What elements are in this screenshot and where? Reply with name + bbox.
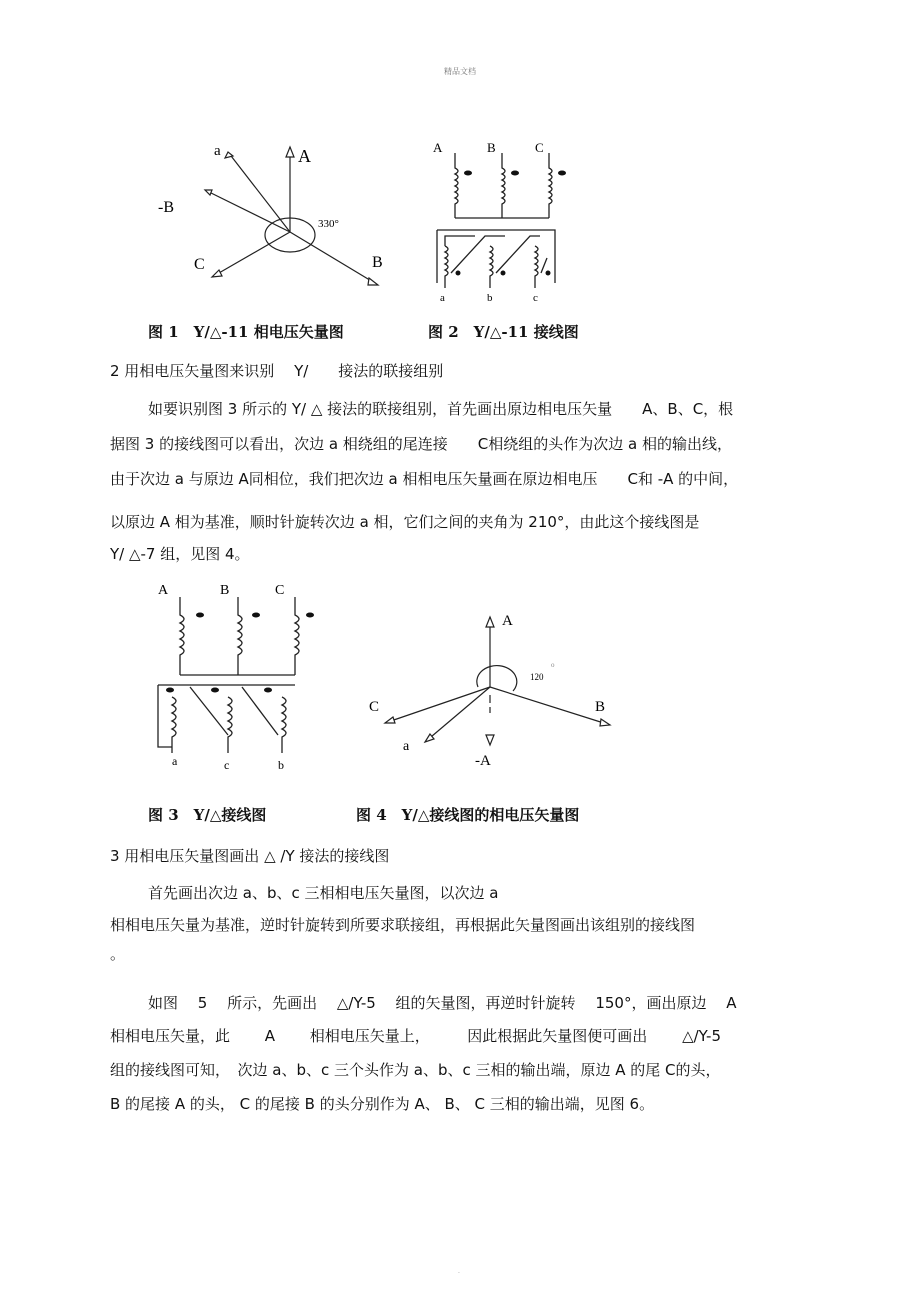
label-angle: 120 — [530, 672, 544, 682]
vector-B — [290, 232, 378, 285]
arrow-A-icon — [486, 617, 494, 627]
section-3-line-4: 如图 5 所示，先画出 △/Y-5 组的矢量图，再逆时针旋转 150°，画出原边 A — [148, 994, 737, 1012]
figure-3-wiring-diagram — [150, 575, 320, 775]
label-bottom-3: c — [533, 292, 538, 304]
arrow-C-icon — [212, 270, 222, 277]
label-negA: -A — [475, 753, 491, 769]
caption-fig4: 图 4 Y/△接线图的相电压矢量图 — [356, 806, 580, 824]
label-bottom-3: b — [278, 758, 284, 772]
label-degree: o — [551, 661, 555, 669]
primary-windings — [437, 153, 555, 288]
label-top-1: A — [158, 583, 169, 598]
section-2-line-1: 如要识别图 3 所示的 Y/ △ 接法的联接组别，首先画出原边相电压矢量 A、B、C，根 — [148, 400, 734, 418]
label-B: B — [372, 254, 383, 271]
vector-C — [385, 687, 490, 723]
label-bottom-1: a — [172, 754, 178, 768]
vector-a — [228, 152, 290, 232]
label-A: A — [502, 613, 513, 629]
label-a: a — [214, 143, 221, 159]
angle-arc — [477, 666, 517, 691]
label-negB: -B — [158, 199, 174, 216]
polarity-dot-C — [306, 613, 314, 618]
polarity-dot-C — [558, 171, 566, 176]
label-top-3: C — [535, 140, 544, 155]
label-B: B — [595, 699, 606, 715]
section-2-line-4: 以原边 A 相为基准，顺时针旋转次边 a 相，它们之间的夹角为 210°，由此这个接线图是 — [110, 513, 700, 531]
section-3-line-6: 组的接线图可知， 次边 a、b、c 三个头作为 a、b、c 三相的输出端，原边 A 的尾 C的头， — [110, 1061, 721, 1079]
polarity-dot-1 — [166, 688, 174, 693]
polarity-dot-2 — [211, 688, 219, 693]
figure-1-vector-diagram — [150, 135, 410, 305]
polarity-dot-A — [196, 613, 204, 618]
arrow-B-icon — [600, 719, 610, 726]
label-angle: 330° — [318, 218, 339, 230]
section-3-line-5: 相相电压矢量，此 A 相相电压矢量上， 因此根据此矢量图便可画出 △/Y-5 — [110, 1027, 721, 1045]
label-A: A — [298, 146, 311, 166]
polarity-dot-a — [456, 271, 461, 276]
footer-mark: . — [458, 1268, 460, 1275]
arrow-A-icon — [286, 147, 294, 157]
arrow-negB-icon — [205, 190, 212, 195]
page-header: 精品文档 — [444, 67, 476, 76]
section-3-heading: 3 用相电压矢量图画出 △ /Y 接法的接线图 — [110, 847, 390, 865]
polarity-dot-B — [511, 171, 519, 176]
polarity-dot-b — [501, 271, 506, 276]
label-bottom-2: c — [224, 758, 230, 772]
label-C: C — [369, 699, 380, 715]
section-3-line-7: B 的尾接 A 的头， C 的尾接 B 的头分别作为 A、 B、 C 三相的输出端，见图 6。 — [110, 1095, 655, 1113]
vector-B — [490, 687, 610, 725]
section-3-line-3: 。 — [110, 945, 126, 963]
label-top-2: B — [487, 140, 496, 155]
caption-fig2: 图 2 Y/△-11 接线图 — [428, 323, 579, 341]
polarity-dot-A — [464, 171, 472, 176]
section-2-line-2: 据图 3 的接线图可以看出，次边 a 相绕组的尾连接 C相绕组的头作为次边 a 相的输出线， — [110, 435, 733, 453]
polarity-dot-B — [252, 613, 260, 618]
polarity-dot-c — [546, 271, 551, 276]
label-top-3: C — [275, 583, 285, 598]
arrow-C-icon — [385, 717, 395, 723]
label-top-1: A — [433, 140, 443, 155]
section-2-line-3: 由于次边 a 与原边 A同相位，我们把次边 a 相相电压矢量画在原边相电压 C和 -A 的中间， — [110, 470, 739, 488]
vector-negB — [205, 190, 290, 232]
label-C: C — [194, 256, 205, 273]
figure-2-wiring-diagram — [425, 138, 590, 308]
label-top-2: B — [220, 583, 230, 598]
section-3-line-1: 首先画出次边 a、b、c 三相相电压矢量图，以次边 a — [148, 884, 499, 902]
label-bottom-2: b — [487, 292, 493, 304]
section-2-line-5: Y/ △-7 组，见图 4。 — [110, 545, 250, 563]
section-2-heading: 2 用相电压矢量图来识别 Y/ 接法的联接组别 — [110, 362, 444, 380]
arrow-B-icon — [368, 278, 378, 285]
vector-a — [425, 687, 490, 742]
section-3-line-2: 相相电压矢量为基准，逆时针旋转到所要求联接组，再根据此矢量图画出该组别的接线图 — [110, 916, 696, 934]
label-bottom-1: a — [440, 292, 445, 304]
arrow-negA-icon — [486, 735, 494, 745]
polarity-dot-3 — [264, 688, 272, 693]
vector-C — [212, 232, 290, 277]
label-a: a — [403, 739, 410, 754]
caption-fig3: 图 3 Y/△接线图 — [148, 806, 267, 824]
caption-fig1: 图 1 Y/△-11 相电压矢量图 — [148, 323, 344, 341]
figure-4-vector-diagram — [355, 605, 625, 780]
